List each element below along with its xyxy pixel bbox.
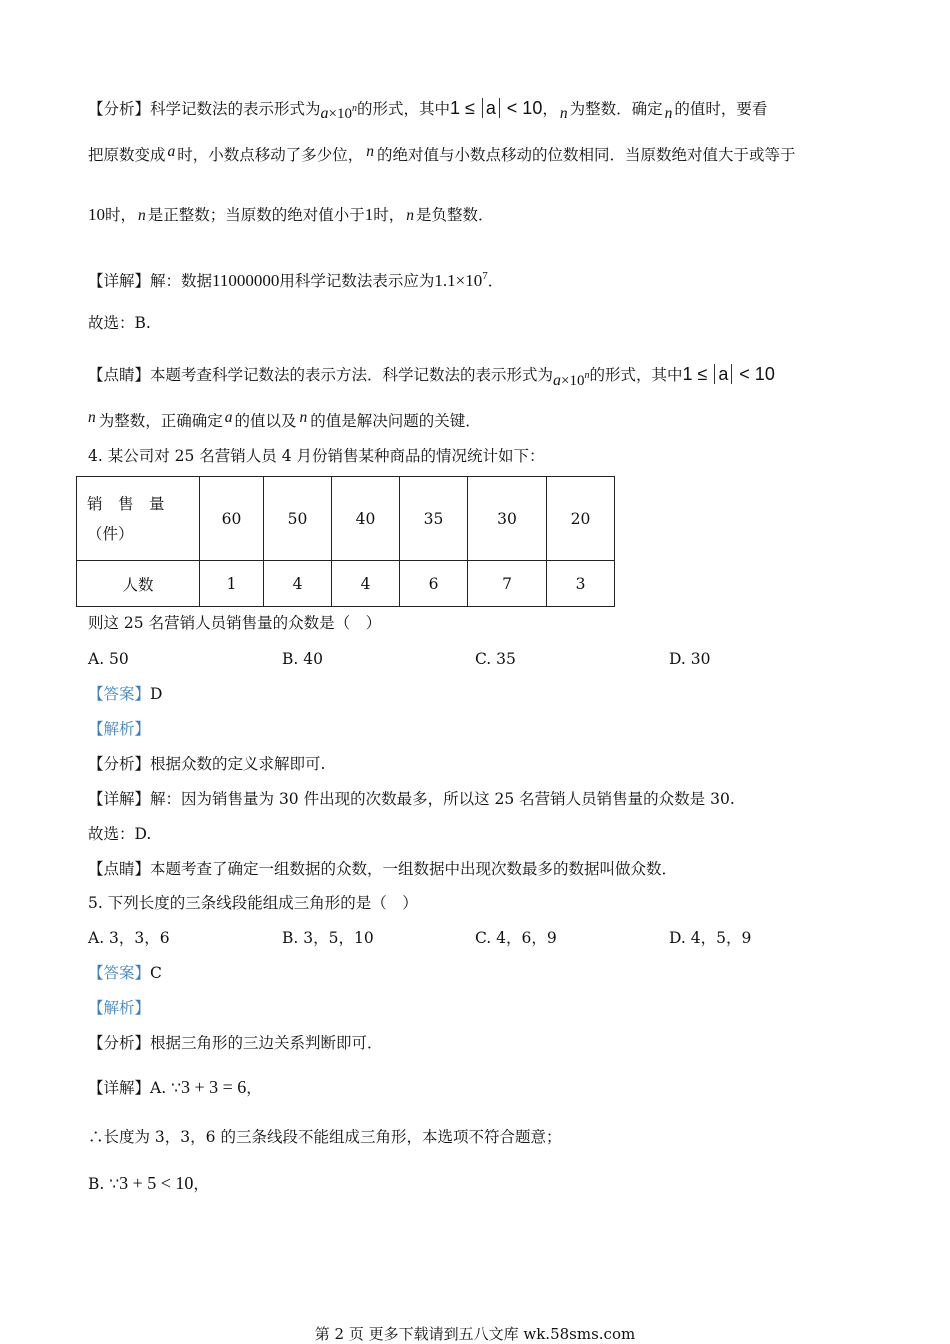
- q3-choose: 故选：B.: [88, 314, 151, 332]
- table-cell: 3: [547, 561, 615, 607]
- answer-label: 【答案】: [88, 964, 151, 982]
- q5-analysis: 【分析】根据三角形的三边关系判断即可．: [88, 1034, 383, 1052]
- q4-choose: 故选：D.: [88, 825, 152, 843]
- table-cell: 4: [264, 561, 332, 607]
- table-header-count: 人数: [77, 561, 200, 607]
- q5-detail-b: B. ∵3 + 5 < 10，: [88, 1173, 209, 1193]
- q3-detail-line: 【详解】解：数据11000000用科学记数法表示应为$1.1\times 10^7$．: [88, 270, 504, 290]
- detail-label: 【详解】: [88, 272, 151, 290]
- table-cell: 50: [264, 477, 332, 561]
- q4-option-c: C. 35: [475, 650, 516, 668]
- q5-answer: 【答案】C: [88, 964, 162, 982]
- q4-question: 则这 25 名营销人员销售量的众数是（ ）: [88, 614, 382, 632]
- q4-answer: 【答案】D: [88, 685, 163, 703]
- q5-jiexi-label: 【解析】: [88, 999, 151, 1017]
- table-cell: 20: [547, 477, 615, 561]
- q5-option-c: C. 4，6，9: [475, 929, 557, 947]
- table-cell: 7: [468, 561, 547, 607]
- table-cell: 40: [332, 477, 400, 561]
- q4-detail: 【详解】解：因为销售量为 30 件出现的次数最多，所以这 25 名营销人员销售量的众数是 30.: [88, 790, 735, 808]
- page-footer: 第 2 页 更多下载请到五八文库 wk.58sms.com: [314, 1325, 636, 1343]
- sales-table: [76, 476, 615, 607]
- q5-option-a: A. 3，3，6: [88, 929, 170, 947]
- abs-a: a: [482, 98, 500, 118]
- table-cell: 1: [200, 561, 264, 607]
- q3-analysis-line-3: 10时， n 是正整数；当原数的绝对值小于1时， n 是负整数．: [88, 205, 494, 224]
- q5-detail-a: 【详解】A. ∵3 + 3 = 6，: [88, 1077, 262, 1097]
- q5-stem: 5. 下列长度的三条线段能组成三角形的是（ ）: [88, 894, 418, 912]
- q3-analysis-line-2: 把原数变成 a 时，小数点移动了多少位， n 的绝对值与小数点移动的位数相同．当原数绝对值大于或等于: [88, 143, 796, 164]
- q4-stem: 4. 某公司对 25 名营销人员 4 月份销售某种商品的情况统计如下：: [88, 447, 545, 465]
- q4-option-b: B. 40: [282, 650, 323, 668]
- table-row: [77, 477, 615, 561]
- q4-option-d: D. 30: [669, 650, 711, 668]
- q3-point-line-2: n 为整数，正确确定 a 的值以及 n 的值是解决问题的关键．: [88, 409, 481, 430]
- table-row: [77, 561, 615, 607]
- table-cell: 35: [400, 477, 468, 561]
- q4-analysis: 【分析】根据众数的定义求解即可.: [88, 755, 326, 773]
- q5-option-b: B. 3，5，10: [282, 929, 374, 947]
- point-label: 【点睛】: [88, 366, 151, 384]
- abs-a: a: [714, 364, 732, 384]
- q4-jiexi-label: 【解析】: [88, 720, 151, 738]
- analysis-label: 【分析】: [88, 100, 151, 118]
- answer-label: 【答案】: [88, 685, 151, 703]
- q3-analysis-line-1: 【分析】科学记数法的表示形式为$a\times 10^n$的形式，其中1 ≤ a < 10， n 为整数．确定 n 的值时，要看: [88, 98, 768, 122]
- q4-point: 【点睛】本题考查了确定一组数据的众数，一组数据中出现次数最多的数据叫做众数．: [88, 860, 678, 878]
- q3-point-line-1: 【点睛】本题考查科学记数法的表示方法．科学记数法的表示形式为$a\times 10^n$的形式，其中1 ≤ a < 10: [88, 364, 775, 389]
- q5-therefore-a: ∴长度为 3，3，6 的三条线段不能组成三角形，本选项不符合题意；: [88, 1128, 562, 1146]
- table-cell: 4: [332, 561, 400, 607]
- table-cell: 30: [468, 477, 547, 561]
- q5-option-d: D. 4，5，9: [669, 929, 752, 947]
- table-cell: 6: [400, 561, 468, 607]
- q4-option-a: A. 50: [88, 650, 129, 668]
- table-header-sales: 销 售 量 （件）: [77, 477, 200, 561]
- table-cell: 60: [200, 477, 264, 561]
